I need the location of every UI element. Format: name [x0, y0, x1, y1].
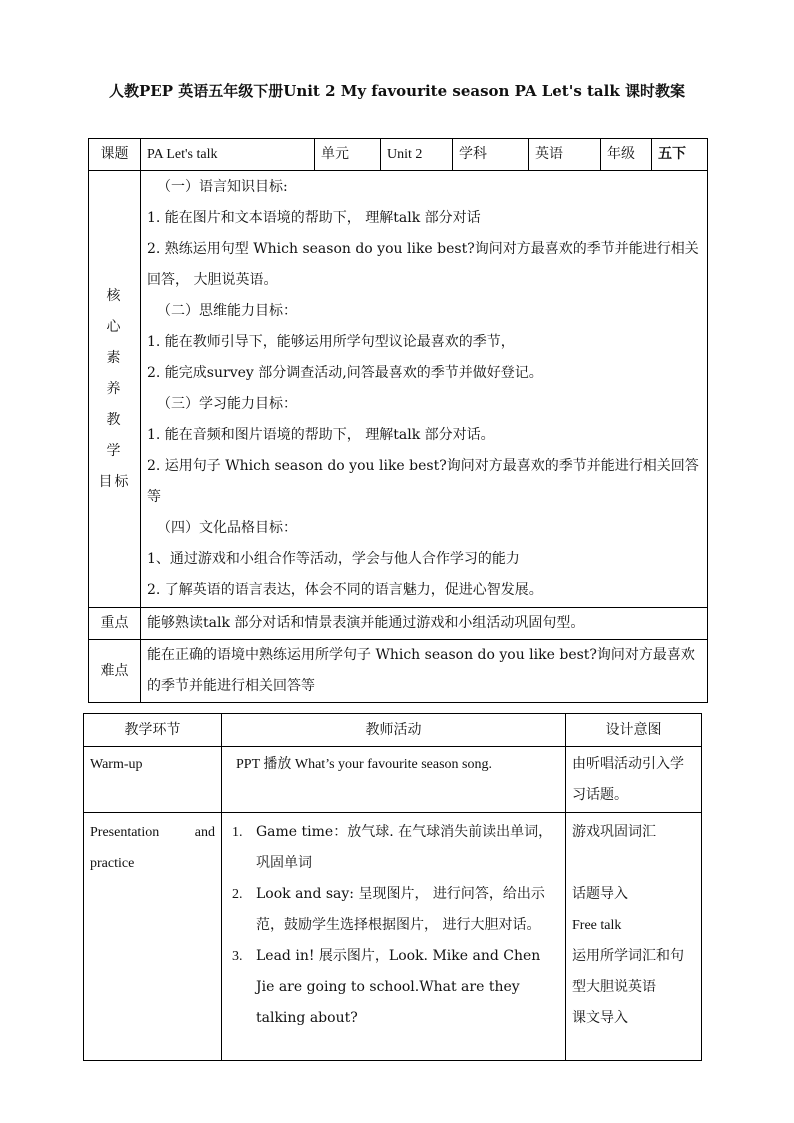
- unit-label: 单元: [315, 139, 381, 171]
- teaching-process-table: [83, 713, 702, 1061]
- grade-value: 五下: [652, 139, 708, 171]
- activity-item: [232, 879, 559, 941]
- presentation-intents: [566, 813, 702, 1061]
- objective-line: 2. 运用句子 Which season do you like best?询问对方最喜欢的季节并能进行相关回答等: [147, 458, 699, 505]
- objective-line: 2. 能完成survey 部分调查活动,问答最喜欢的季节并做好登记。: [147, 365, 543, 381]
- activity-text: Lead in! 展示图片，Look. Mike and Chen Jie are going to school.What are they talking about?: [256, 948, 541, 1026]
- difficulty-label: 难点: [89, 640, 141, 703]
- activity-number: 1.: [232, 825, 243, 840]
- warmup-intent: 由听唱活动引入学习话题。: [566, 747, 702, 813]
- objective-line: 1. 能在图片和文本语境的帮助下， 理解talk 部分对话: [147, 210, 481, 226]
- activity-text: Look and say: 呈现图片， 进行问答，给出示范，鼓励学生选择根据图片， 进行大胆对话。: [256, 886, 545, 933]
- activity-number: 2.: [232, 887, 243, 902]
- presentation-stage-practice: practice: [90, 856, 135, 871]
- lesson-info-table: [88, 138, 708, 703]
- header-stage: 教学环节: [84, 714, 222, 747]
- intent-line: [572, 848, 695, 879]
- objective-line: （二）思维能力目标：: [157, 303, 297, 319]
- objective-line: 2. 熟练运用句型 Which season do you like best?询问对方最喜欢的季节并能进行相关回答， 大胆说英语。: [147, 241, 699, 288]
- core-label-text: 核 心 素 养 教 学 目标: [98, 287, 131, 490]
- objective-line: 1. 能在音频和图片语境的帮助下， 理解talk 部分对话。: [147, 427, 495, 443]
- presentation-stage-word: Presentation: [90, 825, 160, 840]
- topic-label: 课题: [89, 139, 141, 171]
- difficulty-text: 能在正确的语境中熟练运用所学句子 Which season do you like best?询问对方最喜欢的季节并能进行相关回答等: [141, 640, 708, 703]
- core-objectives: [141, 171, 708, 608]
- key-point-text: 能够熟读talk 部分对话和情景表演并能通过游戏和小组活动巩固句型。: [141, 608, 708, 640]
- objective-line: 1. 能在教师引导下，能够运用所学句型议论最喜欢的季节，: [147, 334, 515, 350]
- intent-line: Free talk: [572, 918, 622, 933]
- intent-line: 运用所学词汇和句型大胆说英语: [572, 948, 684, 995]
- topic-value: PA Let's talk: [141, 139, 315, 171]
- presentation-stage: [84, 813, 222, 1061]
- intent-line: 课文导入: [572, 1010, 628, 1026]
- page-title: 人教PEP 英语五年级下册Unit 2 My favourite season PA Let's talk 课时教案: [109, 82, 685, 100]
- grade-label: 年级: [601, 139, 652, 171]
- header-activity: 教师活动: [222, 714, 566, 747]
- objective-line: （一）语言知识目标:: [157, 179, 288, 195]
- activity-number: 3.: [232, 949, 243, 964]
- unit-value: Unit 2: [381, 139, 453, 171]
- objective-line: （四）文化品格目标：: [157, 520, 297, 536]
- warmup-stage: Warm-up: [84, 747, 222, 813]
- activity-item: [232, 941, 559, 1034]
- intent-line: 话题导入: [572, 886, 628, 902]
- activity-text: Game time：放气球. 在气球消失前读出单词， 巩固单词: [256, 824, 553, 871]
- core-label: [89, 171, 141, 608]
- header-intent: 设计意图: [566, 714, 702, 747]
- subject-value: 英语: [529, 139, 601, 171]
- intent-line: 游戏巩固词汇: [572, 824, 656, 840]
- objective-line: （三）学习能力目标：: [157, 396, 297, 412]
- key-point-label: 重点: [89, 608, 141, 640]
- presentation-stage-and: and: [194, 825, 215, 840]
- objective-line: 2. 了解英语的语言表达，体会不同的语言魅力，促进心智发展。: [147, 582, 543, 598]
- activity-item: [232, 817, 559, 879]
- objective-line: 1、通过游戏和小组合作等活动，学会与他人合作学习的能力: [147, 551, 520, 567]
- presentation-activities: [222, 813, 566, 1061]
- warmup-activity: PPT 播放 What’s your favourite season song.: [222, 747, 566, 813]
- subject-label: 学科: [453, 139, 529, 171]
